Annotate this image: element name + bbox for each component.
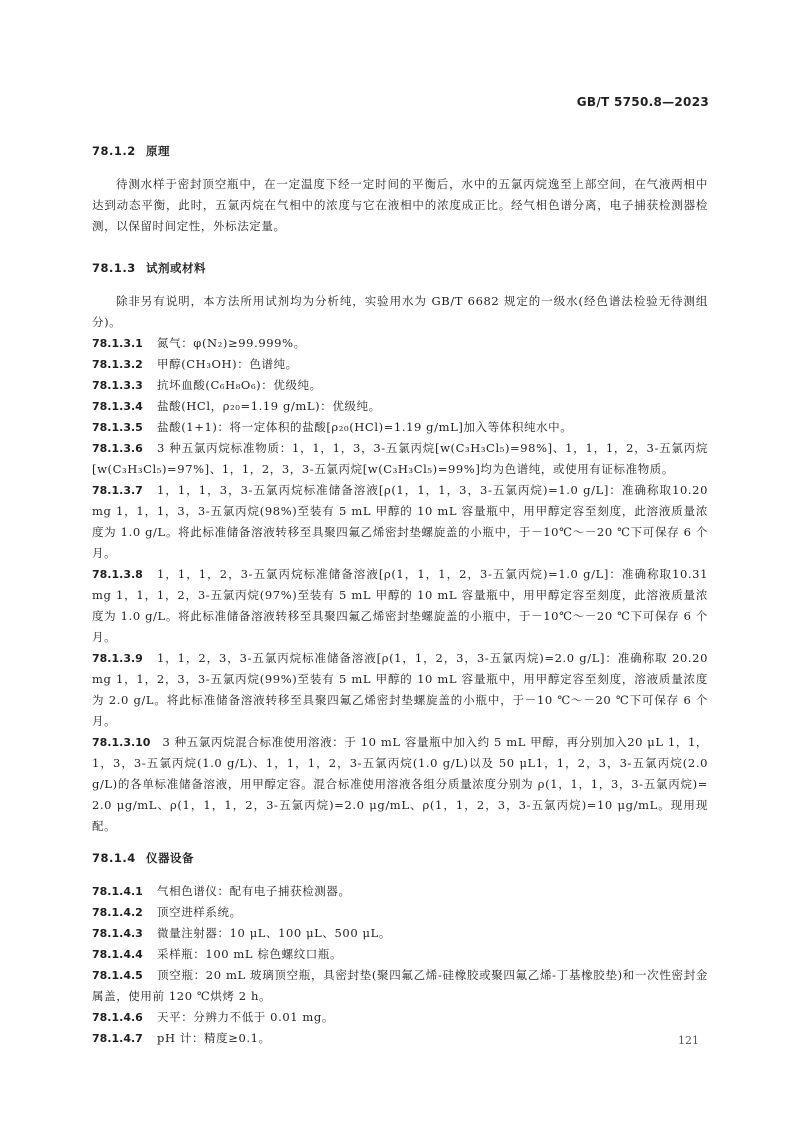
- section-title: 原理: [146, 144, 170, 158]
- clause-number: 78.1.4.6: [92, 1011, 143, 1024]
- clause-number: 78.1.4.2: [92, 906, 143, 919]
- clause-text: 盐酸(HCl，ρ₂₀=1.19 g/mL)：优级纯。: [157, 399, 381, 413]
- clause-text: 甲醇(CH₃OH)：色谱纯。: [157, 357, 298, 371]
- clause-text: 1，1，1，2，3-五氯丙烷标准储备溶液[ρ(1，1，1，2，3-五氯丙烷)=1.0 g/L]：准确称取10.31 mg 1，1，1，2，3-五氯丙烷(97%)至装有 5 mL 甲醇的 10 mL 容量瓶中，用甲醇定容至刻度，此溶液质量浓度为 1.0 g/L。将此标准储备溶液转移至具聚四氟乙烯密封垫螺旋盖的小瓶中，于－10℃～－20 ℃下可保存 6 个月。: [92, 567, 708, 644]
- section-paragraph: 待测水样于密封顶空瓶中，在一定温度下经一定时间的平衡后，水中的五氯丙烷逸至上部空间，在气液两相中达到动态平衡，此时，五氯丙烷在气相中的浓度与它在液相中的浓度成正比。经气相色谱分离，电子捕获检测器检测，以保留时间定性，外标法定量。: [92, 177, 708, 233]
- clause-item: [92, 944, 708, 965]
- clause-number: 78.1.3.5: [92, 421, 143, 434]
- page-number: 121: [678, 1034, 699, 1047]
- clause-item: [92, 923, 708, 944]
- clause-item: [92, 732, 708, 837]
- section-heading: [92, 142, 708, 160]
- clause-number: 78.1.3.7: [92, 484, 143, 497]
- clause-number: 78.1.4.7: [92, 1032, 143, 1045]
- clause-number: 78.1.4.3: [92, 927, 143, 940]
- clause-item: [92, 902, 708, 923]
- standard-code: GB/T 5750.8—2023: [576, 95, 709, 109]
- clause-number: 78.1.3.8: [92, 568, 143, 581]
- clause-item: [92, 1007, 708, 1028]
- clause-text: 采样瓶：100 mL 棕色螺纹口瓶。: [157, 947, 343, 961]
- clause-number: 78.1.3.2: [92, 358, 143, 371]
- clause-number: 78.1.4.5: [92, 969, 143, 982]
- clause-text: 天平：分辨力不低于 0.01 mg。: [157, 1010, 334, 1024]
- clause-item: [92, 1028, 708, 1049]
- clause-text: 氮气：φ(N₂)≥99.999%。: [157, 336, 306, 350]
- clause-item: [92, 333, 708, 354]
- clause-number: 78.1.3.3: [92, 379, 143, 392]
- clause-text: 3 种五氯丙烷混合标准使用溶液：于 10 mL 容量瓶中加入约 5 mL 甲醇，再分别加入20 μL 1，1，1，3，3-五氯丙烷(1.0 g/L)、1，1，1，2，3-五氯丙烷(1.0 g/L)以及 50 μL1，1，2，3，3-五氯丙烷(2.0 g/L)的各单标准储备溶液，用甲醇定容。混合标准使用溶液各组分质量浓度分别为 ρ(1，1，1，3，3-五氯丙烷)= 2.0 μg/mL、ρ(1，1，1，2，3-五氯丙烷)=2.0 μg/mL、ρ(1，1，2，3，3-五氯丙烷)=10 μg/mL。现用现配。: [92, 735, 708, 833]
- clause-number: 78.1.3.9: [92, 652, 143, 665]
- clause-text: 3 种五氯丙烷标准物质：1，1，1，3，3-五氯丙烷[w(C₃H₃Cl₅)=98%]、1，1，1，2，3-五氯丙烷[w(C₃H₃Cl₅)=97%]、1，1，2，3，3-五氯丙烷[w(C₃H₃Cl₅)=99%]均为色谱纯，或使用有证标准物质。: [92, 441, 708, 476]
- clause-text: 抗坏血酸(C₆H₈O₆)：优级纯。: [157, 378, 322, 392]
- clause-item: [92, 965, 708, 1007]
- clause-text: 1，1，2，3，3-五氯丙烷标准储备溶液[ρ(1，1，2，3，3-五氯丙烷)=2.0 g/L]：准确称取 20.20 mg 1，1，2，3，3-五氯丙烷(99%)至装有 5 mL 甲醇的 10 mL 容量瓶中，用甲醇定容至刻度，溶液质量浓度为 2.0 g/L。将此标准储备溶液转移至具聚四氟乙烯密封垫螺旋盖的小瓶中，于－10 ℃～－20 ℃下可保存 6 个月。: [92, 651, 708, 728]
- clause-item: [92, 438, 708, 480]
- section-number: 78.1.3: [92, 261, 136, 275]
- section-heading: [92, 849, 708, 867]
- clause-number: 78.1.3.6: [92, 442, 143, 455]
- clause-text: pH 计：精度≥0.1。: [157, 1031, 271, 1045]
- clause-text: 顶空进样系统。: [157, 905, 242, 919]
- clause-number: 78.1.3.10: [92, 736, 151, 749]
- clause-text: 顶空瓶：20 mL 玻璃顶空瓶，具密封垫(聚四氟乙烯-硅橡胶或聚四氟乙烯-丁基橡胶垫)和一次性密封金属盖，使用前 120 ℃烘烤 2 h。: [92, 968, 708, 1003]
- clause-item: [92, 564, 708, 648]
- clause-item: [92, 648, 708, 732]
- clause-text: 盐酸(1+1)：将一定体积的盐酸[ρ₂₀(HCl)=1.19 g/mL]加入等体积纯水中。: [157, 420, 573, 434]
- clause-number: 78.1.3.4: [92, 400, 143, 413]
- clause-number: 78.1.4.4: [92, 948, 143, 961]
- section-paragraph: 除非另有说明，本方法所用试剂均为分析纯，实验用水为 GB/T 6682 规定的一级水(经色谱法检验无待测组分)。: [92, 294, 708, 329]
- clause-text: 气相色谱仪：配有电子捕获检测器。: [157, 884, 351, 898]
- clause-item: [92, 881, 708, 902]
- clause-item: [92, 480, 708, 564]
- clause-item: [92, 417, 708, 438]
- section-heading: [92, 259, 708, 277]
- clause-text: 1，1，1，3，3-五氯丙烷标准储备溶液[ρ(1，1，1，3，3-五氯丙烷)=1.0 g/L]：准确称取10.20 mg 1，1，1，3，3-五氯丙烷(98%)至装有 5 mL 甲醇的 10 mL 容量瓶中，用甲醇定容至刻度，此溶液质量浓度为 1.0 g/L。将此标准储备溶液转移至具聚四氟乙烯密封垫螺旋盖的小瓶中，于－10℃～－20 ℃下可保存 6 个月。: [92, 483, 708, 560]
- clause-item: [92, 354, 708, 375]
- section-title: 试剂或材料: [146, 261, 206, 275]
- section-title: 仪器设备: [146, 851, 194, 865]
- page-content: [92, 142, 708, 1049]
- section-number: 78.1.4: [92, 851, 136, 865]
- clause-number: 78.1.3.1: [92, 337, 143, 350]
- clause-item: [92, 396, 708, 417]
- clause-number: 78.1.4.1: [92, 885, 143, 898]
- clause-item: [92, 375, 708, 396]
- section-number: 78.1.2: [92, 144, 136, 158]
- clause-text: 微量注射器：10 μL、100 μL、500 μL。: [157, 926, 391, 940]
